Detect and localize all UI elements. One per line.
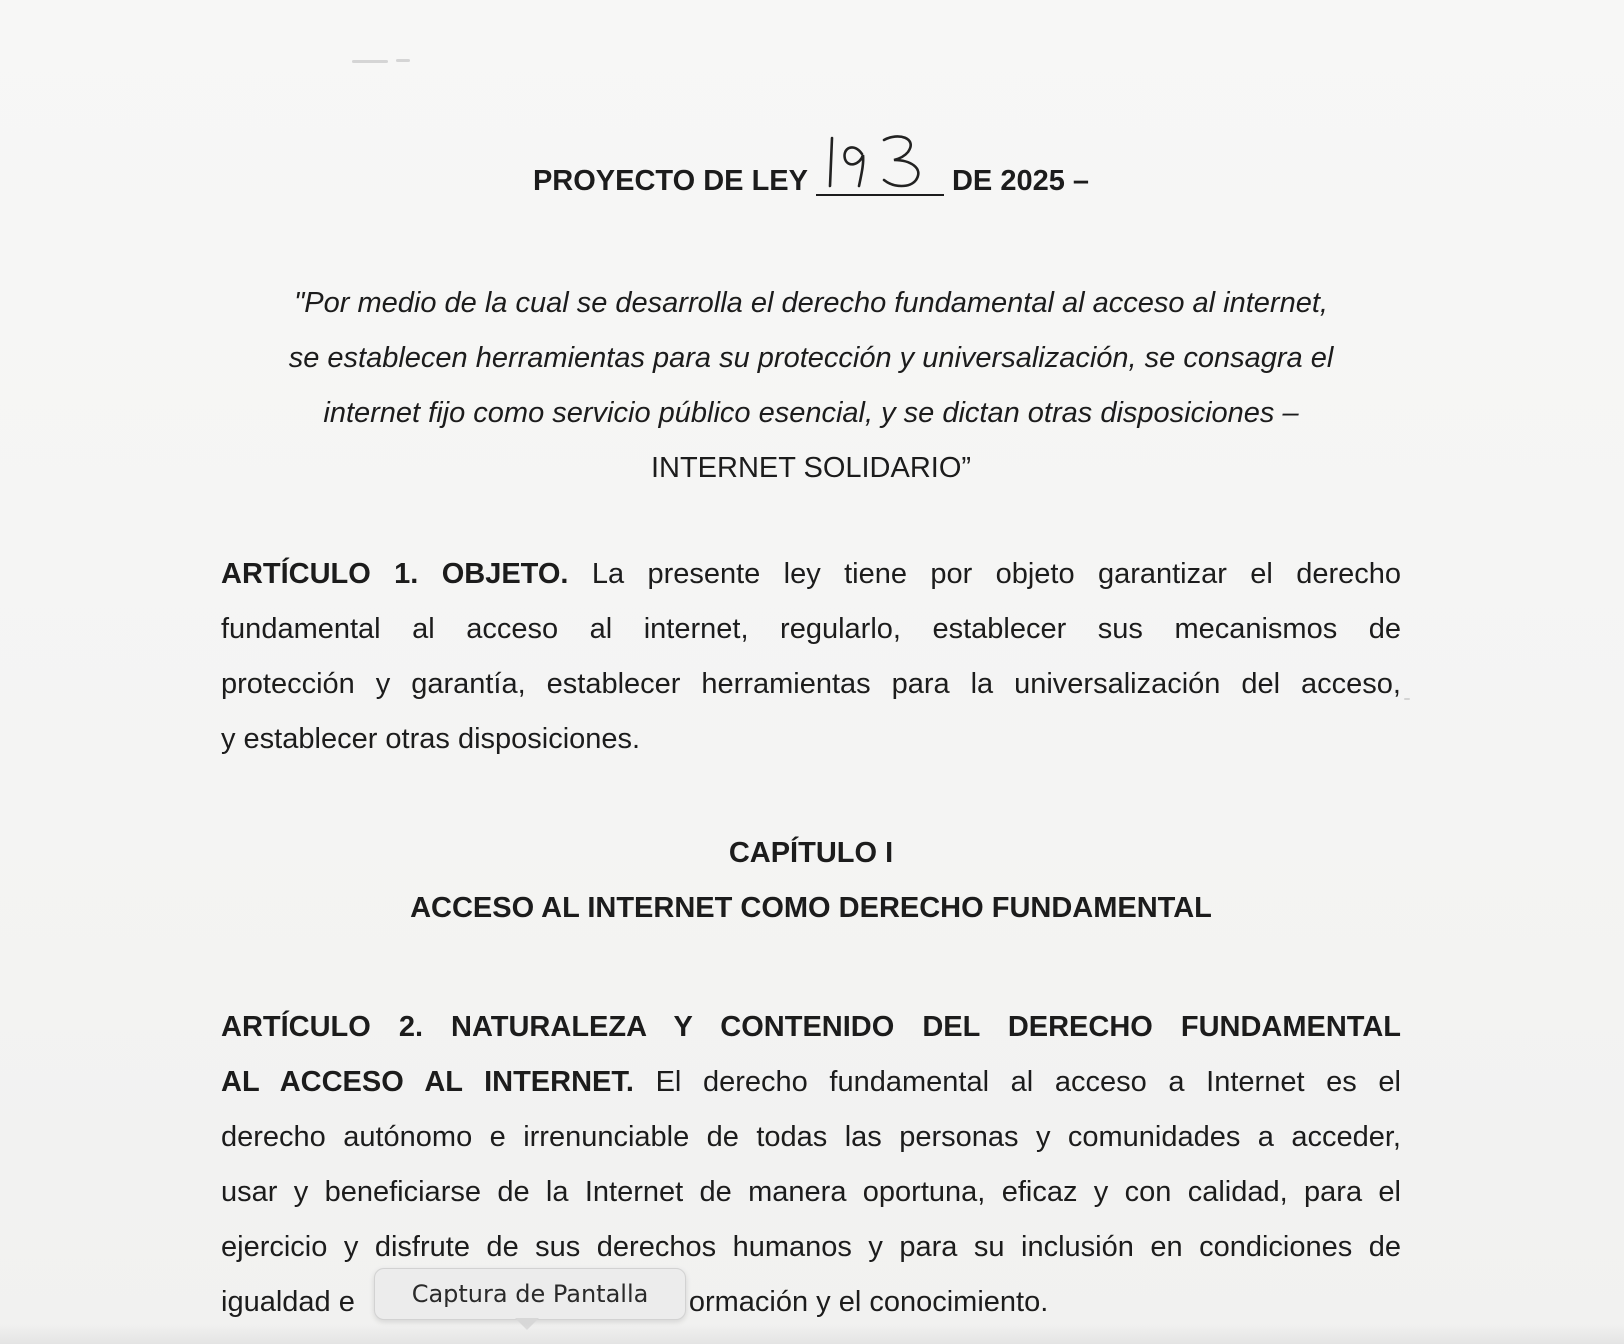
bill-number-blank [816,164,944,196]
article-2-line: usar y beneficiarse de la Internet de manera oportuna, eficaz y con calidad, para el [221,1176,1401,1208]
subtitle-line: "Por medio de la cual se desarrolla el derecho fundamental al acceso al internet, [294,287,1328,319]
article-2-line: ejercicio y disfrute de sus derechos humanos y para su inclusión en condiciones de [221,1231,1401,1263]
article-1-line: y establecer otras disposiciones. [221,723,641,755]
article-1 [221,547,1401,767]
bill-subtitle [221,276,1401,496]
article-2-text: El derecho fundamental al acceso a Internet es el [655,1066,1401,1098]
handwritten-number-193 [818,128,936,192]
article-2-heading: ARTÍCULO 2. NATURALEZA Y CONTENIDO DEL DERECHO FUNDAMENTAL [221,1011,1401,1043]
article-1-heading: ARTÍCULO 1. OBJETO. [221,558,569,590]
bill-title [221,164,1401,198]
chapter-title: ACCESO AL INTERNET COMO DERECHO FUNDAMENTAL [410,892,1212,924]
subtitle-line: se establecen herramientas para su protección y universalización, se consagra el [288,342,1334,374]
subtitle-line: INTERNET SOLIDARIO” [650,452,972,484]
article-2-line [221,1055,1401,1110]
article-2-last-left: igualdad e [221,1286,355,1318]
scan-speck [1404,698,1410,700]
article-2-heading-end: AL ACCESO AL INTERNET. [221,1066,634,1098]
bill-title-suffix: DE 2025 – [951,165,1090,197]
bottom-shadow [0,1324,1624,1344]
article-1-line [221,547,1401,602]
article-2-line: derecho autónomo e irrenunciable de todas las personas y comunidades a acceder, [221,1121,1401,1153]
chapter-number: CAPÍTULO I [728,837,894,869]
article-1-line: protección y garantía, establecer herramientas para la universalización del acceso, [221,668,1401,700]
document-body [221,0,1401,1344]
article-1-line: fundamental al acceso al internet, regularlo, establecer sus mecanismos de [221,613,1401,645]
screenshot-tooltip [374,1268,686,1320]
tooltip-label: Captura de Pantalla [411,1280,649,1308]
subtitle-line: internet fijo como servicio público esencial, y se dictan otras disposiciones – [323,397,1299,429]
bill-title-prefix: PROYECTO DE LEY [532,165,808,197]
article-1-text: La presente ley tiene por objeto garantizar el derecho [591,558,1401,590]
article-2-last-right: ormación y el conocimiento. [688,1286,1049,1318]
